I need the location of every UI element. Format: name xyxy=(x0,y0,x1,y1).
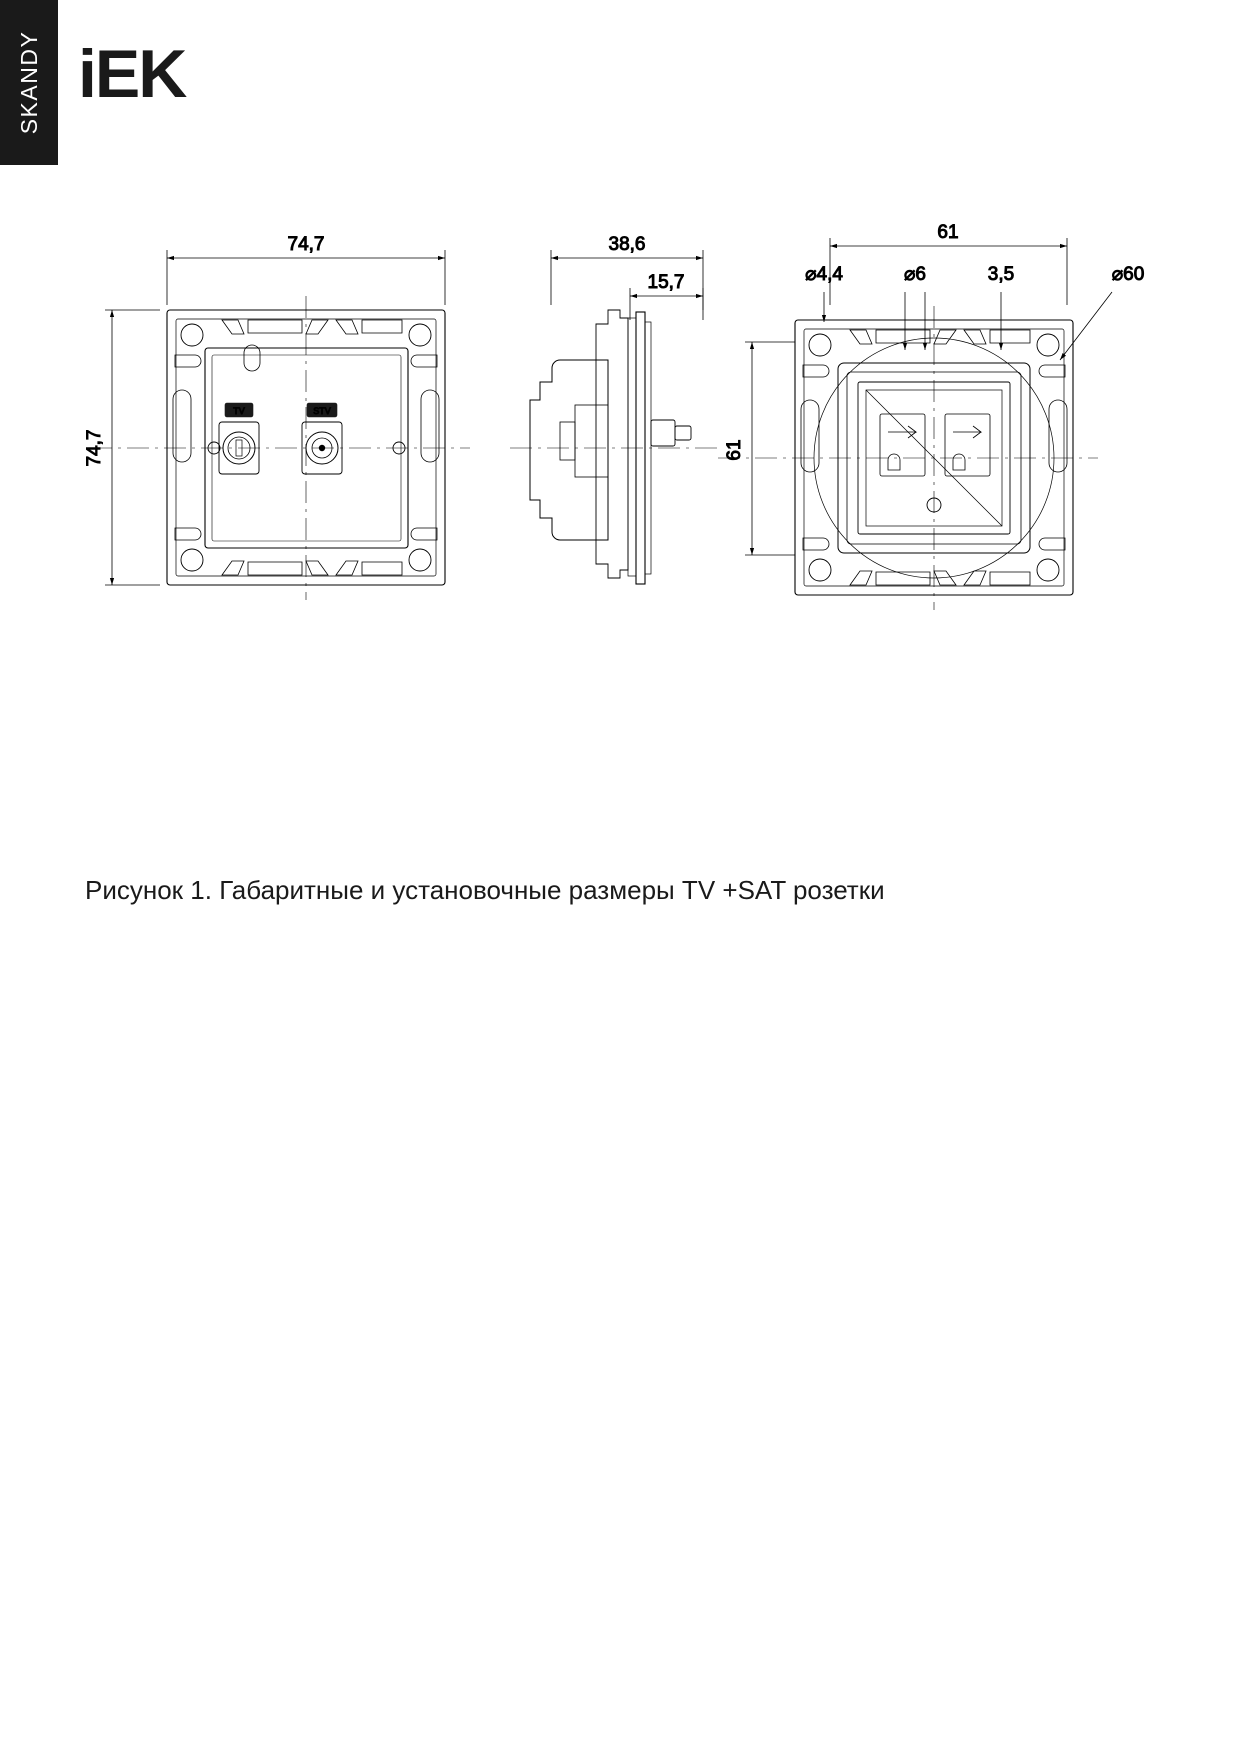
figure-caption: Рисунок 1. Габаритные и установочные размеры TV +SAT розетки xyxy=(85,875,885,905)
technical-drawing xyxy=(0,200,1239,680)
front-view xyxy=(84,234,470,600)
dim-hole-6: ⌀6 xyxy=(903,264,927,285)
brand-sidebar xyxy=(0,0,58,165)
brand-name-vertical: SKANDY xyxy=(16,30,42,135)
dim-rear-height: 61 xyxy=(724,439,745,461)
iek-logo xyxy=(78,36,186,112)
dim-3-5: 3,5 xyxy=(987,264,1015,285)
port-label-stv: STV xyxy=(313,406,331,416)
dim-hole-4-4: ⌀4,4 xyxy=(805,264,843,285)
drawing-svg xyxy=(0,200,1239,680)
logo-text: iEK xyxy=(78,36,186,112)
page-header xyxy=(0,0,1239,165)
port-label-tv: TV xyxy=(233,406,245,416)
dim-front-width: 74,7 xyxy=(287,234,325,255)
dim-circle-60: ⌀60 xyxy=(1111,264,1145,285)
dim-side-plate: 15,7 xyxy=(647,272,685,293)
rear-view xyxy=(718,222,1144,610)
dim-rear-width: 61 xyxy=(937,222,959,243)
side-view xyxy=(510,234,720,584)
dim-side-depth: 38,6 xyxy=(608,234,646,255)
dim-front-height: 74,7 xyxy=(84,429,105,467)
